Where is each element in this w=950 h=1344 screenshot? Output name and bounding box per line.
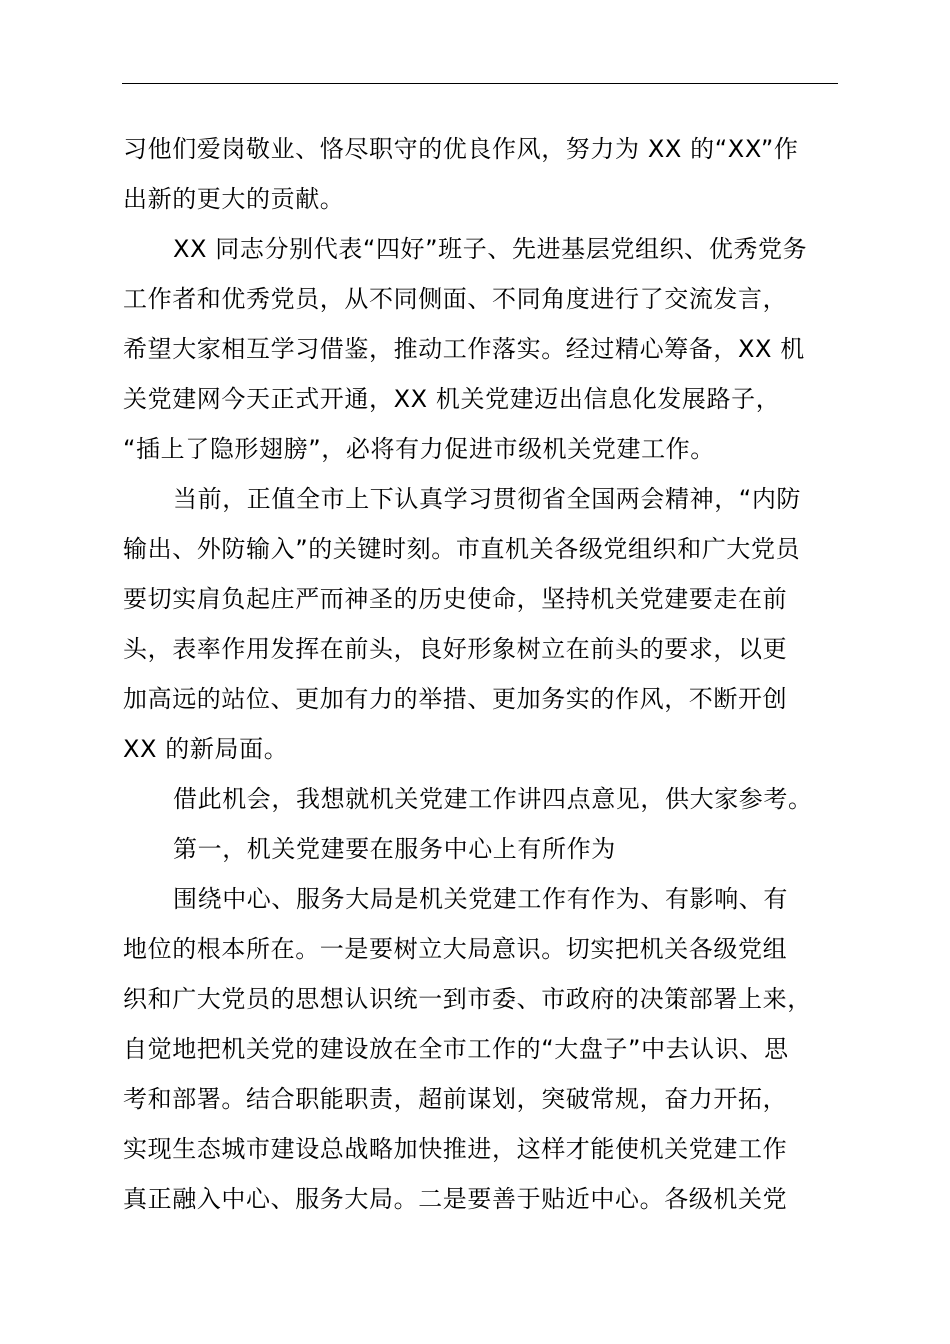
text-line: 关党建网今天正式开通，XX 机关党建迈出信息化发展路子， <box>123 385 781 413</box>
text-line: 输出、外防输入”的关键时刻。市直机关各级党组织和广大党员 <box>123 535 801 563</box>
text-line: 自觉地把机关党的建设放在全市工作的“大盘子”中去认识、思 <box>123 1035 789 1063</box>
text-line: 考和部署。结合职能职责，超前谋划，突破常规，奋力开拓， <box>123 1085 788 1113</box>
text-line: 第一，机关党建要在服务中心上有所作为 <box>173 835 616 863</box>
text-line: 工作者和优秀党员，从不同侧面、不同角度进行了交流发言， <box>123 285 788 313</box>
text-line: 地位的根本所在。一是要树立大局意识。切实把机关各级党组 <box>123 935 788 963</box>
text-line: 织和广大党员的思想认识统一到市委、市政府的决策部署上来， <box>123 985 812 1013</box>
text-line: 当前，正值全市上下认真学习贯彻省全国两会精神，“内防 <box>173 485 802 513</box>
text-line: 围绕中心、服务大局是机关党建工作有作为、有影响、有 <box>173 885 788 913</box>
text-line: 出新的更大的贡献。 <box>123 185 345 213</box>
text-line: 习他们爱岗敬业、恪尽职守的优良作风，努力为 XX 的“XX”作 <box>123 135 799 163</box>
text-line: 加高远的站位、更加有力的举措、更加务实的作风，不断开创 <box>123 685 788 713</box>
text-line: 头，表率作用发挥在前头，良好形象树立在前头的要求，以更 <box>123 635 788 663</box>
text-line: 希望大家相互学习借鉴，推动工作落实。经过精心筹备，XX 机 <box>123 335 805 363</box>
text-line: 要切实肩负起庄严而神圣的历史使命，坚持机关党建要走在前 <box>123 585 788 613</box>
text-line: XX 的新局面。 <box>123 735 289 763</box>
text-line: 真正融入中心、服务大局。二是要善于贴近中心。各级机关党 <box>123 1185 788 1213</box>
text-line: “插上了隐形翅膀”，必将有力促进市级机关党建工作。 <box>123 435 715 463</box>
text-line: 实现生态城市建设总战略加快推进，这样才能使机关党建工作 <box>123 1135 788 1163</box>
text-line: 借此机会，我想就机关党建工作讲四点意见，供大家参考。 <box>173 785 813 813</box>
document-body <box>123 124 839 1224</box>
header-rule <box>122 83 838 84</box>
text-line: XX 同志分别代表“四好”班子、先进基层党组织、优秀党务 <box>173 235 808 263</box>
